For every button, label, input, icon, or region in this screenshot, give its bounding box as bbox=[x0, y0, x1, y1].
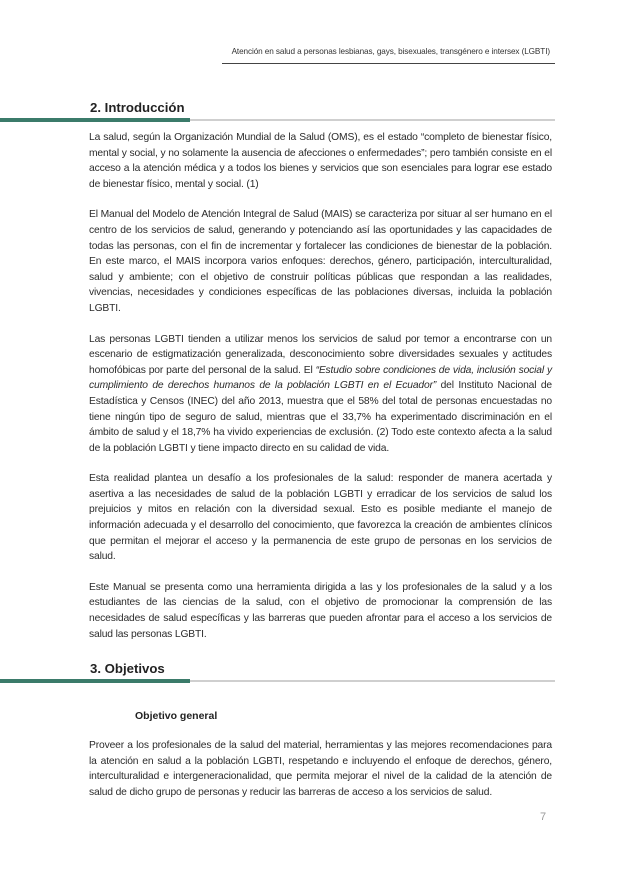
section-divider-accent bbox=[0, 679, 190, 683]
running-header: Atención en salud a personas lesbianas, gays, bisexuales, transgénero e intersex (LGBTI) bbox=[231, 47, 550, 56]
introduccion-body bbox=[89, 130, 552, 657]
paragraph bbox=[89, 332, 552, 457]
paragraph-text: del Instituto Nacional de Estadística y Censos (INEC) del año 2013, muestra que el 58% del total de personas encuestadas no tiene ningún tipo de seguro de salud, mientras que el 33,7% ha experimentado discriminación en el ámbito de salud y el 18,7% ha vivido experiencias de exclusión. (2) Todo este contexto afecta a la salud de la población LGBTI y tiene impacto directo en su calidad de vida. bbox=[89, 380, 552, 454]
paragraph: El Manual del Modelo de Atención Integral de Salud (MAIS) se caracteriza por situar al ser humano en el centro de los servicios de salud, generando y potenciando así las oportunidades y las capacidades de todas las personas, con el fin de incrementar y fortalecer las condiciones de bienestar de la población. En este marco, el MAIS incorpora varios enfoques: derechos, género, participación, interculturalidad, salud y ambiente; con el objetivo de construir políticas públicas que respondan a las realidades, vivencias, necesidades y condiciones específicas de las poblaciones diversas, incluida la población LGBTI. bbox=[89, 209, 552, 314]
header-rule bbox=[222, 63, 555, 64]
study-title: “Estudio sobre condiciones de vida, inclusión social y cumplimiento de derechos humanos de la población LGBTI en el Ecuador” bbox=[89, 364, 552, 392]
subheading-objetivo-general: Objetivo general bbox=[135, 710, 218, 722]
objetivos-body bbox=[89, 738, 552, 815]
paragraph-text: Las personas LGBTI tienden a utilizar menos los servicios de salud por temor a encontrarse con un escenario de estigmatización generalizada, desconocimiento sobre diversidades sexuales y actitudes homofóbicas por parte del personal de la salud. El bbox=[89, 333, 552, 376]
section-title-introduccion: 2. Introducción bbox=[90, 100, 185, 115]
section-divider-rule bbox=[190, 119, 555, 121]
paragraph: Proveer a los profesionales de la salud del material, herramientas y las mejores recomendaciones para la atención en salud a la población LGBTI, respetando e incluyendo el enfoque de derechos, género, interculturalidad e intergeneracionalidad, que permita mejorar el nivel de la calidad de la atención de salud de dicho grupo de personas y reducir las barreras de acceso a los servicios de salud. bbox=[89, 740, 552, 798]
paragraph: La salud, según la Organización Mundial de la Salud (OMS), es el estado “completo de bienestar físico, mental y social, y no solamente la ausencia de afecciones o enfermedades”; pero también consiste en el acceso a la atención médica y a todos los bienes y servicios que son esenciales para lograr ese estado de bienestar físico, mental y social. (1) bbox=[89, 132, 552, 190]
paragraph: Este Manual se presenta como una herramienta dirigida a las y los profesionales de la salud y a los estudiantes de las ciencias de la salud, con el objetivo de promocionar la comprensión de las necesidades de salud específicas y las barreras que pueden afrontar para el acceso a los servicios de salud las personas LGBTI. bbox=[89, 581, 552, 640]
paragraph: Esta realidad plantea un desafío a los profesionales de la salud: responder de manera acertada y asertiva a las necesidades de salud de la población LGBTI y erradicar de los servicios de salud los prejuicios y mitos en relación con la diversidad sexual. Esto es posible mediante el manejo de información adecuada y el desarrollo del conocimiento, que favorezca la creación de ambientes clínicos que permitan el mejorar el acceso y la permanencia de este grupo de personas en los servicios de salud. bbox=[89, 473, 552, 563]
section-divider-accent bbox=[0, 118, 190, 122]
page-number: 7 bbox=[540, 811, 547, 823]
section-title-objetivos: 3. Objetivos bbox=[90, 661, 165, 676]
section-divider-rule bbox=[190, 680, 555, 682]
